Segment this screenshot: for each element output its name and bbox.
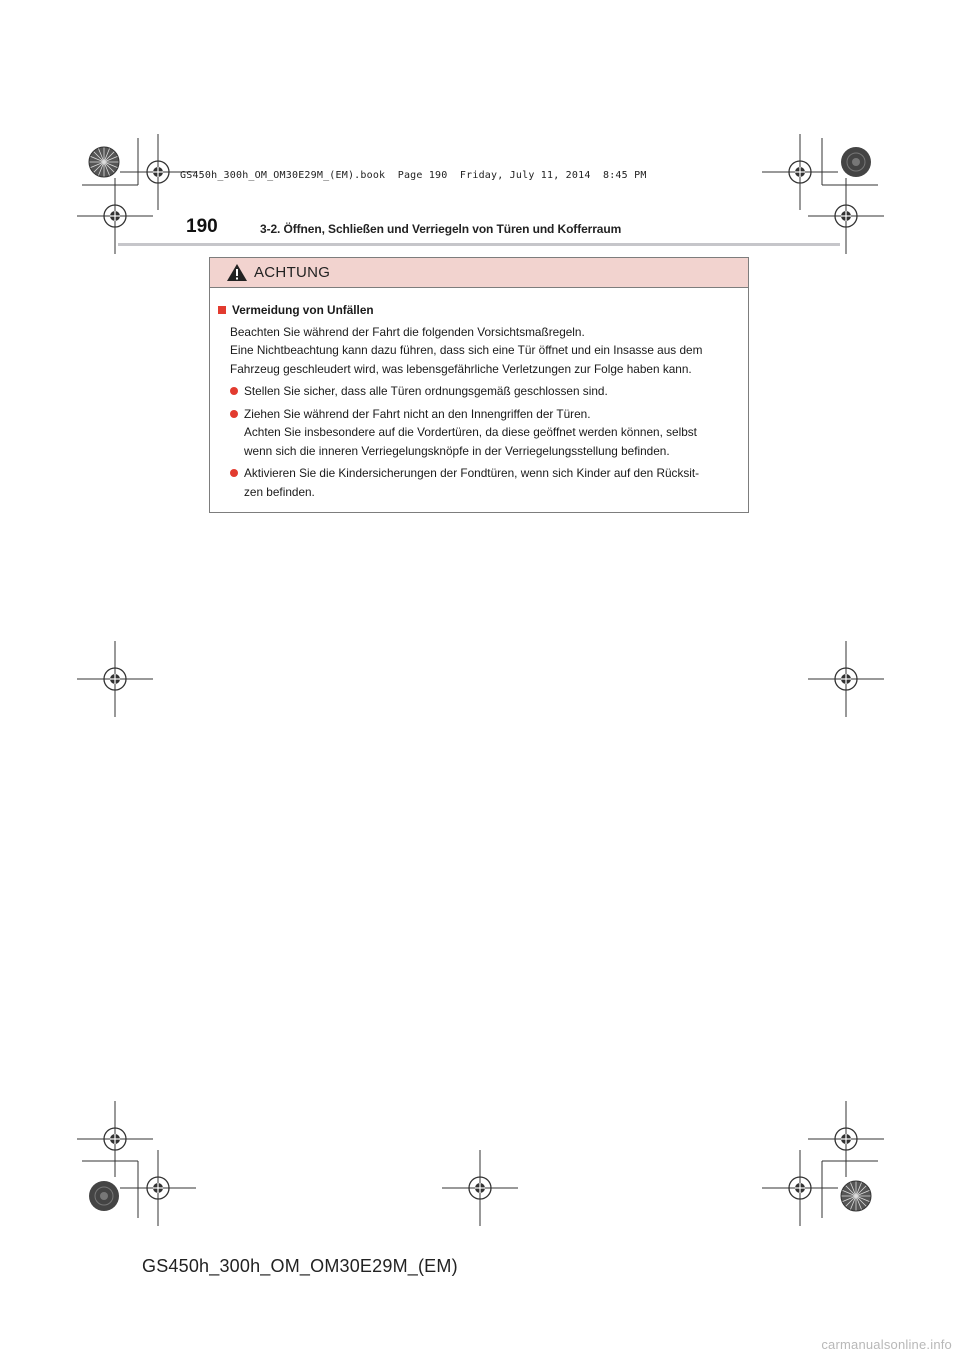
- bullet-dot-icon: [230, 469, 238, 477]
- warning-triangle-icon: [226, 263, 248, 282]
- warning-topic: [218, 301, 740, 320]
- bullet-dot-icon: [230, 410, 238, 418]
- square-bullet-icon: [218, 306, 226, 314]
- bullet-line: Achten Sie insbesondere auf die Vordertüren, da diese geöffnet werden können, selbst: [244, 425, 697, 439]
- bullet-line: zen befinden.: [244, 484, 315, 499]
- footer-manual-code: GS450h_300h_OM_OM30E29M_(EM): [142, 1256, 458, 1276]
- warning-body: [210, 288, 748, 501]
- header-rule: [118, 243, 840, 246]
- section-title: 3-2. Öffnen, Schließen und Verriegeln von Türen und Kofferraum: [260, 222, 622, 236]
- warning-bullet-item: [218, 382, 740, 401]
- warning-title: ACHTUNG: [254, 264, 331, 281]
- bullet-line: Ziehen Sie während der Fahrt nicht an den Innengriffen der Türen.: [244, 406, 591, 421]
- watermark: carmanualsonline.info: [821, 1337, 952, 1352]
- warning-intro: [218, 323, 740, 379]
- bullet-dot-icon: [230, 387, 238, 395]
- intro-line: Fahrzeug geschleudert wird, was lebensgefährliche Verletzungen zur Folge haben kann.: [230, 361, 692, 376]
- warning-box: [209, 257, 749, 513]
- intro-line: Beachten Sie während der Fahrt die folgenden Vorsichtsmaßregeln.: [230, 324, 585, 339]
- page-number: 190: [186, 216, 218, 237]
- bullet-line: Aktivieren Sie die Kindersicherungen der Fondtüren, wenn sich Kinder auf den Rücksit-: [244, 466, 700, 480]
- warning-header: [210, 258, 748, 288]
- warning-topic-label: Vermeidung von Unfällen: [232, 303, 374, 317]
- book-info-line: GS450h_300h_OM_OM30E29M_(EM).book Page 190 Friday, July 11, 2014 8:45 PM: [180, 170, 647, 181]
- intro-line: Eine Nichtbeachtung kann dazu führen, dass sich eine Tür öffnet und ein Insasse aus dem: [230, 343, 703, 357]
- bullet-line: Stellen Sie sicher, dass alle Türen ordnungsgemäß geschlossen sind.: [244, 384, 608, 398]
- warning-bullet-item: [218, 464, 740, 501]
- bullet-line: wenn sich die inneren Verriegelungsknöpfe in der Verriegelungsstellung befinden.: [244, 443, 670, 458]
- warning-bullet-item: [218, 405, 740, 461]
